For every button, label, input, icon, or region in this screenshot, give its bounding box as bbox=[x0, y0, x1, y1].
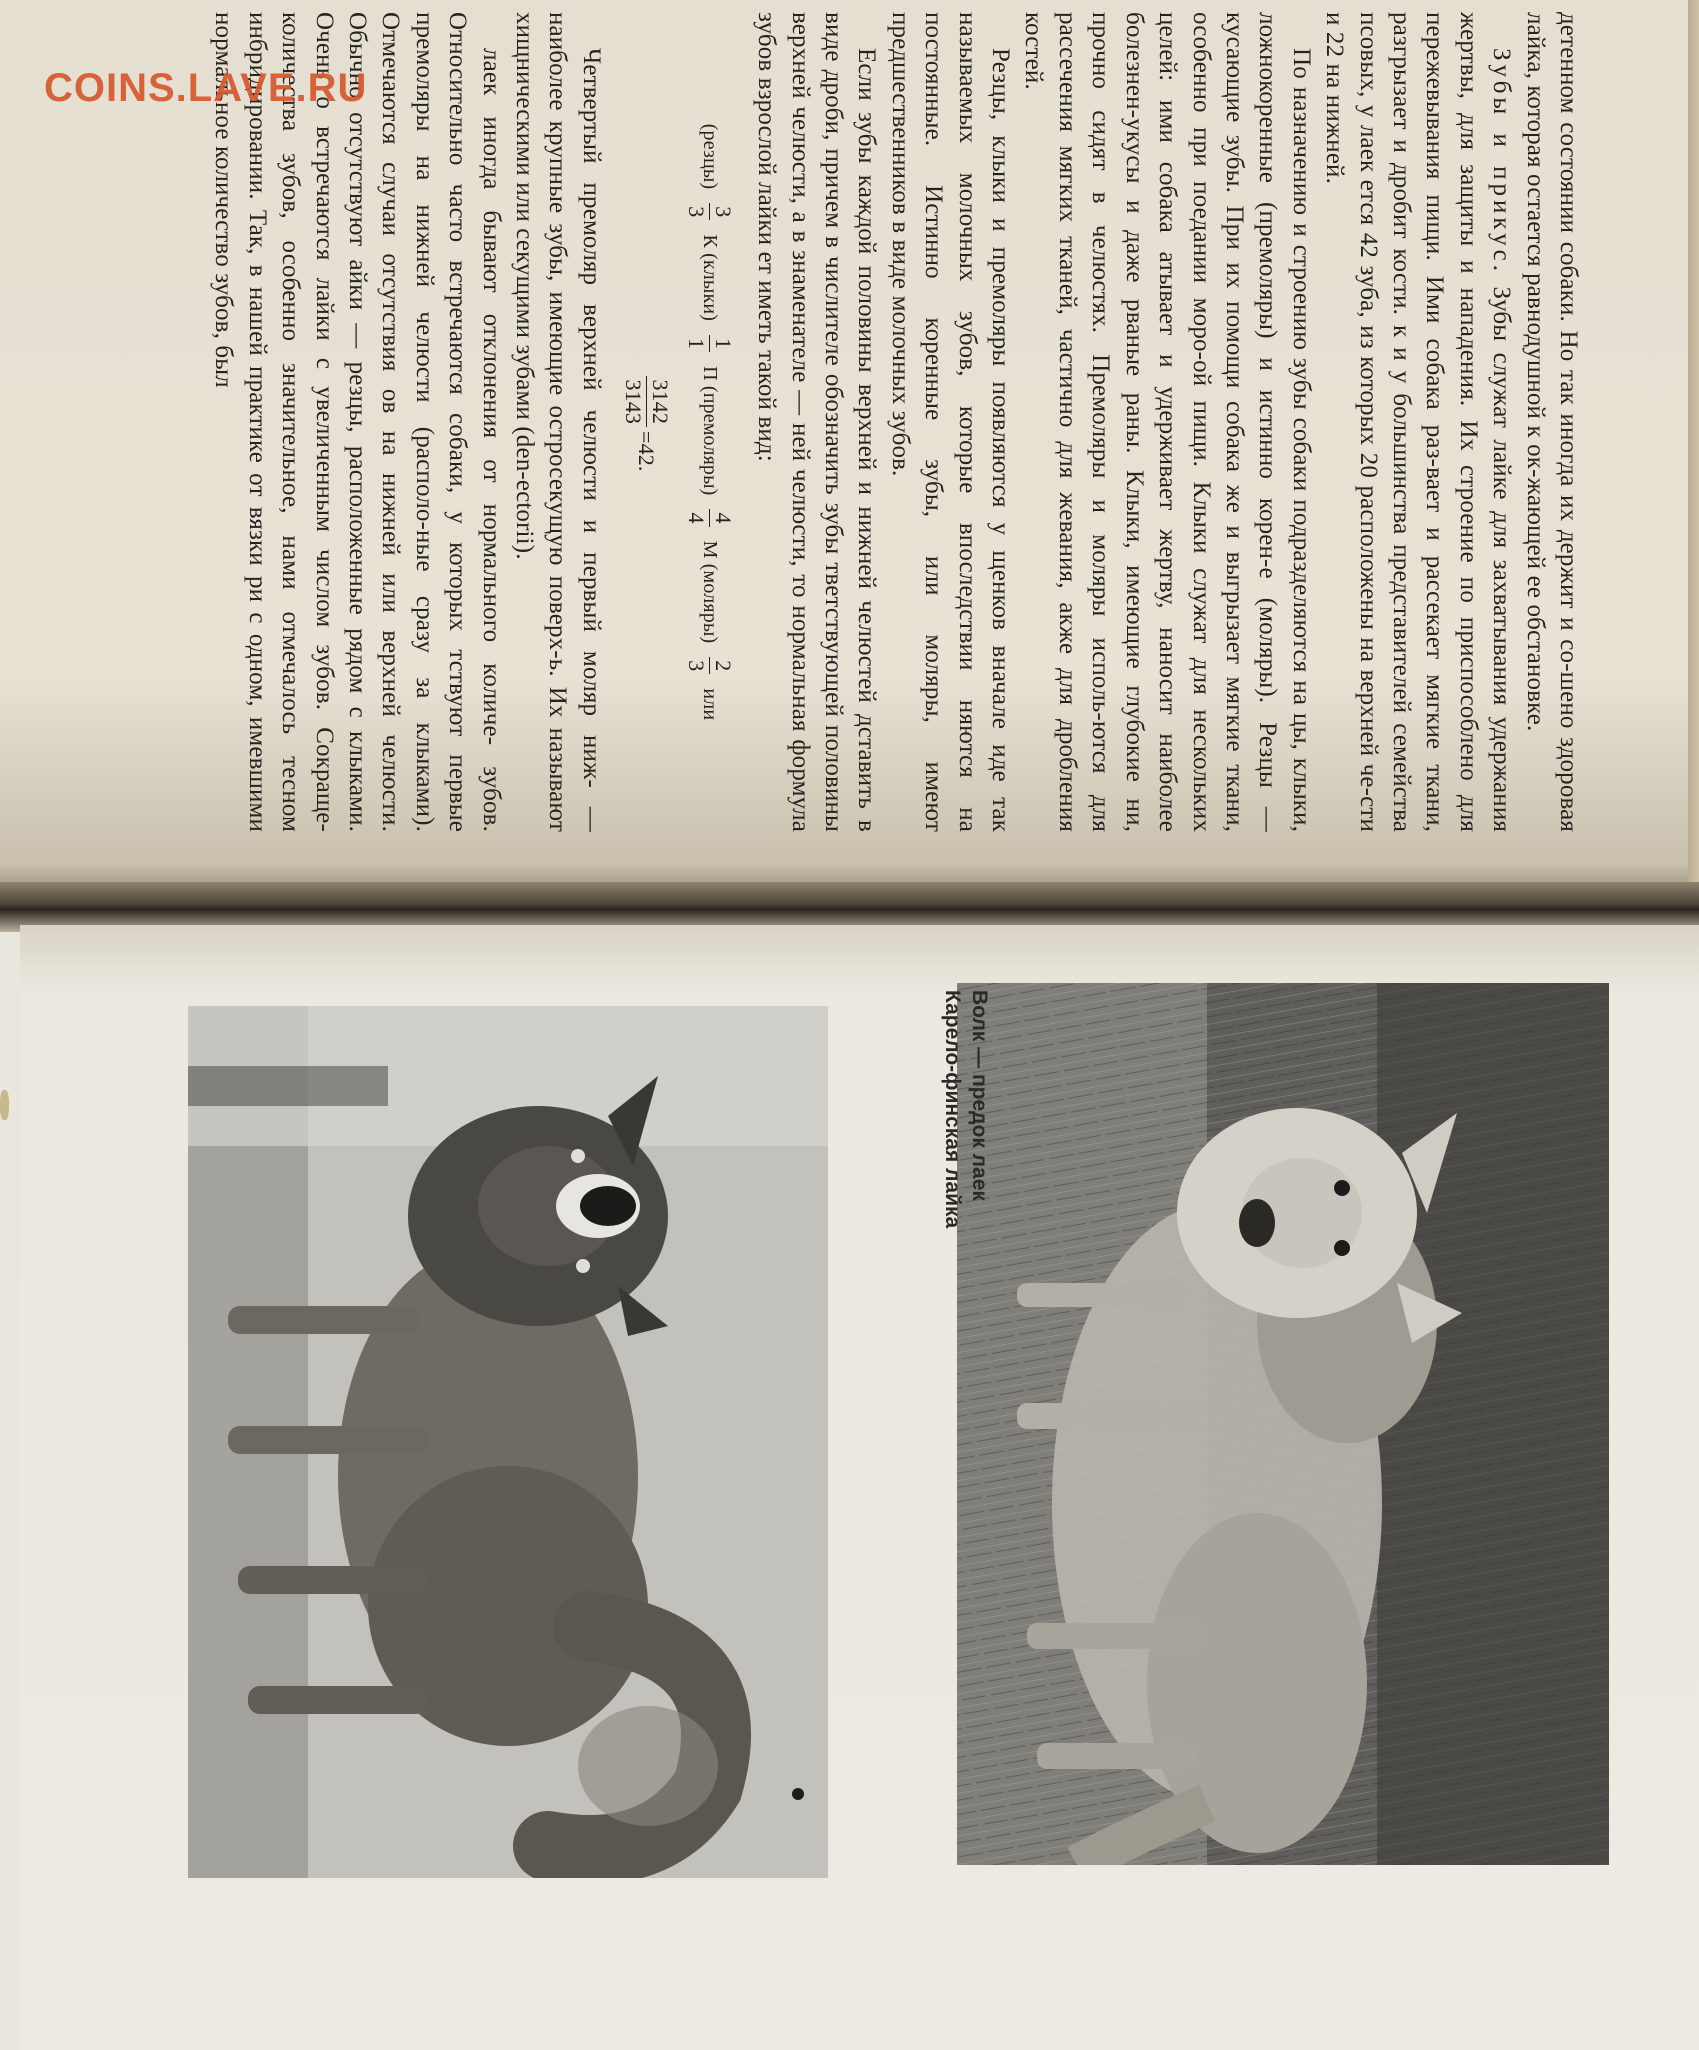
canines-den: 1 bbox=[683, 338, 709, 350]
paper-mark bbox=[0, 1090, 9, 1120]
incisors-num: 3 bbox=[709, 203, 736, 220]
canines-num: 1 bbox=[709, 335, 736, 352]
canines-fraction bbox=[683, 335, 736, 352]
premolars-fraction bbox=[683, 509, 736, 526]
premolars-den: 4 bbox=[683, 512, 709, 524]
formula-or: или bbox=[699, 688, 722, 721]
molars-fraction bbox=[683, 657, 736, 674]
total-fraction bbox=[620, 376, 673, 427]
paragraph-formula-intro: Если зубы каждой половины верхней и нижней челюстей дставить в виде дроби, причем в числителе обозначить зубы тветствующей половины верхней челюсти, а в знаменателе — ней челюсти, то нормальная формула зубов взрослой лайки ет иметь такой вид: bbox=[753, 12, 881, 832]
canines-label: К (клыки) bbox=[699, 234, 722, 322]
incisors-fraction bbox=[683, 203, 736, 220]
premolars-label: П (премоляры) bbox=[699, 366, 722, 496]
molars-num: 2 bbox=[709, 657, 736, 674]
left-book-page bbox=[0, 0, 1699, 900]
page-edge bbox=[1688, 0, 1699, 905]
paragraph-tooth-types: По назначению и строению зубы собаки подразделяются на цы, клыки, ложнокоренные (премоляры) и истинно корен-е (моляры). Резцы — кусающие зубы. При их помощи собака же и выгрызает мягкие ткани, особенно при поедании моро-ой пищи. Клыки служат для нескольких целей: ими собака атывает и удерживает жертву, наносит наиболее болезнен-укусы и даже рваные раны. Клыки, имеющие глубокие ни, прочно сидят в челюстях. Премоляры и моляры исполь-ются для рассечения мягких тканей, частично для жевания, акже для дробления костей. bbox=[1020, 12, 1315, 832]
site-watermark: COINS.LAVE.RU bbox=[44, 66, 368, 110]
paragraph-milk-teeth: Резцы, клыки и премоляры появляются у щенков вначале иде так называемых молочных зубов, которые впоследствии няются на постоянные. Истинно коренные зубы, или моляры, имеют предшественников в виде молочных зубов. bbox=[886, 12, 1015, 832]
total-den: 3143 bbox=[620, 379, 646, 425]
wolf-photo bbox=[957, 983, 1609, 1865]
dental-formula-total bbox=[620, 12, 673, 832]
section-heading: Зубы и прикус. bbox=[1488, 48, 1516, 276]
paragraph-0: детенном состоянии собаки. Но так иногда их держит и со-шено здоровая лайка, которая остается равнодушной к ок-жающей ее обстановке. bbox=[1521, 12, 1582, 832]
caption-laika: Карело-финская лайка bbox=[941, 990, 964, 1229]
ink-spot bbox=[792, 1788, 804, 1800]
dental-formula bbox=[683, 12, 736, 832]
total-result: =42. bbox=[634, 431, 660, 472]
paragraph-carnassial: Четвертый премоляр верхней челюсти и первый моляр ниж- — наиболее крупные зубы, имеющие остросекущую поверх-ь. Их называют хищническими или секущими зубами (den-ectorii). bbox=[511, 12, 605, 832]
molars-den: 3 bbox=[683, 660, 709, 672]
incisors-den: 3 bbox=[683, 206, 709, 218]
page-text-block bbox=[5, 12, 1585, 832]
paragraph-teeth bbox=[1318, 12, 1518, 832]
incisors-label: (резцы) bbox=[699, 123, 722, 190]
molars-label: М (моляры) bbox=[699, 540, 722, 644]
total-num: 3142 bbox=[646, 376, 673, 427]
paragraph-anomalies: лаек иногда бывают отклонения от нормального количе- зубов. Относительно часто встречаются собаки, у которых тствуют первые премоляры на нижней челюсти (располо-ные сразу за клыками). Отмечаются случаи отсутствия ов на нижней или верхней челюсти. Обычно отсутствуют айки — резцы, расположенные рядом с клыками. Очень о встречаются лайки с увеличенным числом зубов. Сокраще-количества зубов, особенно значительное, нами отмечалось тесном инбридировании. Так, в нашей практике от вязки ри с одном, имевшими нормальное количество зубов, был bbox=[210, 12, 505, 832]
photo-captions bbox=[912, 990, 992, 1320]
premolars-num: 4 bbox=[709, 509, 736, 526]
laika-photo bbox=[188, 1006, 828, 1878]
caption-wolf: Волк — предок лаек bbox=[968, 990, 991, 1201]
laika-illustration bbox=[188, 1006, 828, 1878]
wolf-illustration bbox=[957, 983, 1609, 1865]
paragraph-teeth-text: Зубы служат лайке для захватывания удержания жертвы, для защиты и нападения. Их строение по приспособлено для пережевывания пищи. Ими собака раз-вает и рассекает мягкие ткани, разгрызает и дробит кости. к и у большинства представителей семейства псовых, у лаек ется 42 зуба, из которых 20 расположены на верхней че-сти и 22 на нижней. bbox=[1321, 12, 1516, 833]
